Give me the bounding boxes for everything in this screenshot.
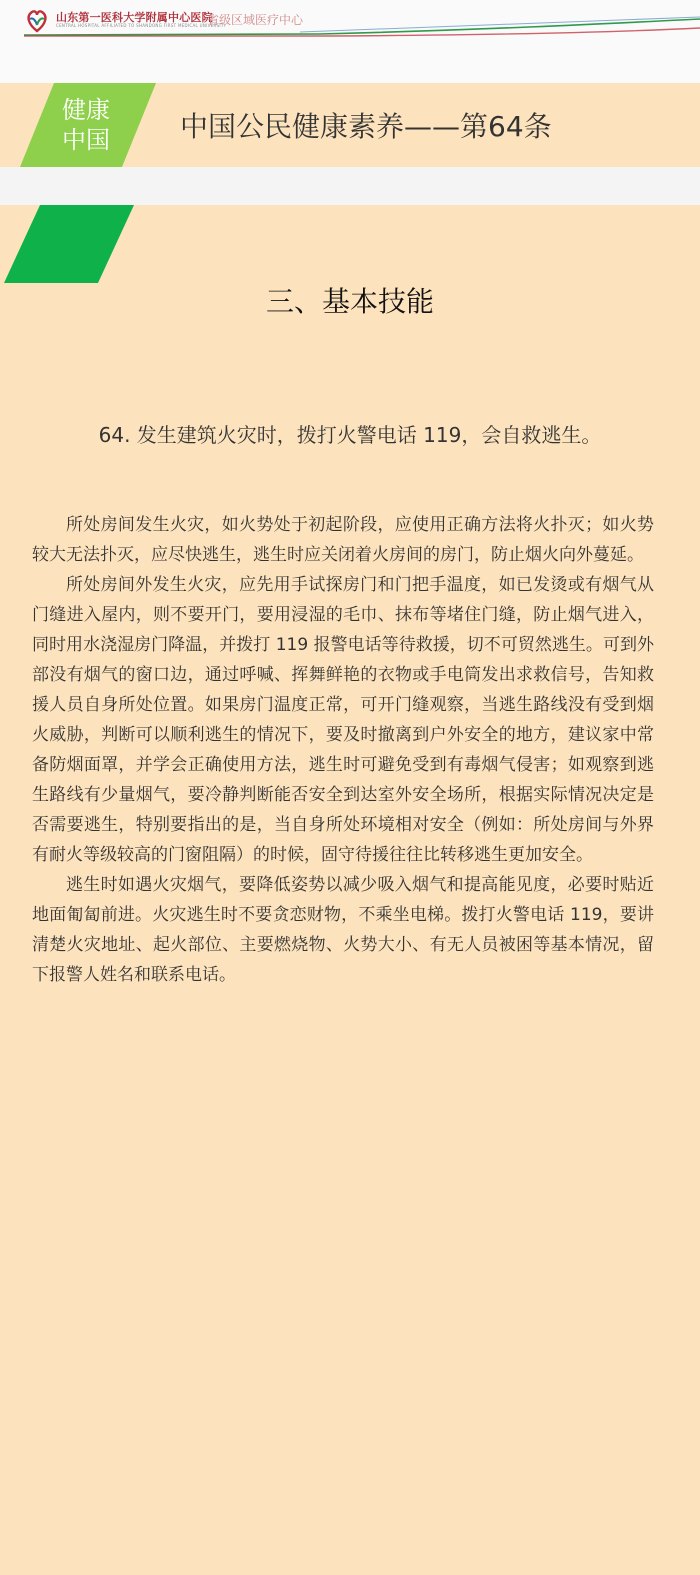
green-parallelogram-decor xyxy=(0,205,140,285)
article-body xyxy=(32,510,654,990)
tag-line-1: 健康 xyxy=(62,96,110,124)
paragraph: 所处房间外发生火灾，应先用手试探房门和门把手温度，如已发烫或有烟气从门缝进入屋内，则不要开门，要用浸湿的毛巾、抹布等堵住门缝，防止烟气进入，同时用水浇湿房门降温，并拨打 119 报警电话等待救援，切不可贸然逃生。可到外部没有烟气的窗口边，通过呼喊、挥舞鲜艳的衣物或手电筒发出求救信号，告知救援人员自身所处位置。如果房门温度正常，可开门缝观察，当逃生路线没有受到烟火威胁，判断可以顺利逃生的情况下，要及时撤离到户外安全的地方，建议家中常备防烟面罩，并学会正确使用方法，逃生时可避免受到有毒烟气侵害；如观察到逃生路线有少量烟气，要冷静判断能否安全到达室外安全场所，根据实际情况决定是否需要逃生，特别要指出的是，当自身所处环境相对安全（例如：所处房间与外界有耐火等级较高的门窗阻隔）的时候，固守待援往往比转移逃生更加安全。 xyxy=(32,575,654,865)
page-title: 中国公民健康素养——第64条 xyxy=(180,110,552,143)
page-header xyxy=(0,0,700,83)
title-banner xyxy=(0,83,700,167)
region-center-label: 省级区域医疗中心 xyxy=(207,13,304,27)
section-heading: 三、基本技能 xyxy=(265,285,434,318)
healthy-china-tag xyxy=(62,95,122,155)
hospital-name: 山东第一医科大学附属中心医院 xyxy=(56,11,213,24)
paragraph: 逃生时如遇火灾烟气，要降低姿势以减少吸入烟气和提高能见度，必要时贴近地面匍匐前进。火灾逃生时不要贪恋财物，不乘坐电梯。拨打火警电话 119，要讲清楚火灾地址、起火部位、主要燃烧物、火势大小、有无人员被困等基本情况，留下报警人姓名和联系电话。 xyxy=(32,875,654,985)
paragraph: 所处房间发生火灾，如火势处于初起阶段，应使用正确方法将火扑灭；如火势较大无法扑灭，应尽快逃生，逃生时应关闭着火房间的房门，防止烟火向外蔓延。 xyxy=(32,515,654,565)
divider-band xyxy=(0,167,700,205)
header-decor-lines xyxy=(0,14,700,40)
tag-line-2: 中国 xyxy=(62,126,110,154)
article-line: 64. 发生建筑火灾时，拨打火警电话 119，会自救逃生。 xyxy=(98,423,602,447)
hospital-name-en: CENTRAL HOSPITAL AFFILIATED TO SHANDONG FIRST MEDICAL UNIVERSITY xyxy=(56,23,227,28)
